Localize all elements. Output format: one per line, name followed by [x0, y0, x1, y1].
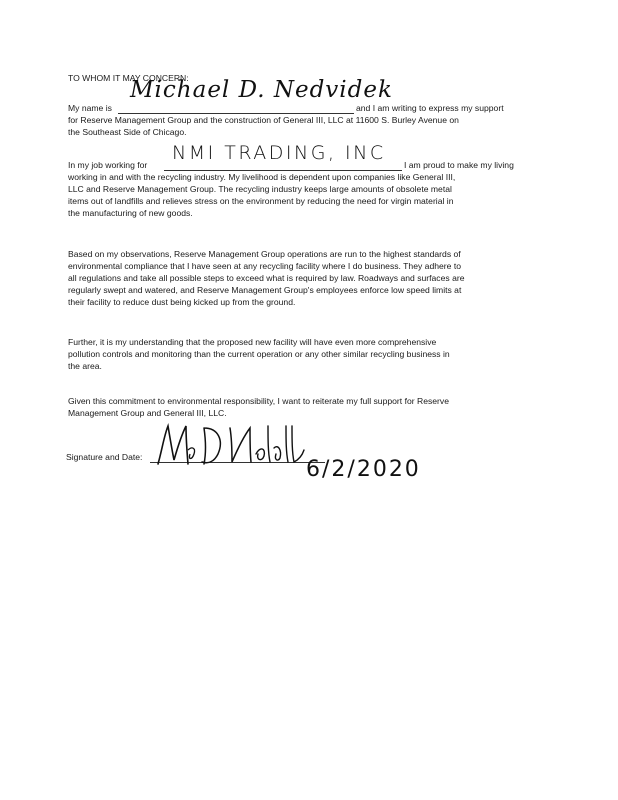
observations-line-5: their facility to reduce dust being kicked up from the ground. [68, 297, 296, 307]
handwritten-name: Michael D. Nedvidek [130, 77, 393, 103]
intro-line-3: the Southeast Side of Chicago. [68, 127, 187, 137]
job-lead: In my job working for [68, 160, 148, 170]
job-line-4: items out of landfills and relieves stress on the environment by reducing the need for virgin material in [68, 196, 454, 206]
commitment-line-1: Given this commitment to environmental responsibility, I want to reiterate my full support for Reserve [68, 396, 449, 406]
handwritten-company: NMI TRADING, INC [172, 142, 386, 164]
handwritten-date: 6/2/2020 [306, 457, 421, 482]
intro-lead: My name is [68, 103, 112, 113]
observations-line-3: all regulations and take all possible steps to exceed what is required by law. Roadways and surfaces are [68, 273, 465, 283]
understanding-line-2: pollution controls and monitoring than the current operation or any other similar recycling business in [68, 349, 450, 359]
job-line-5: the manufacturing of new goods. [68, 208, 193, 218]
job-line-2: working in and with the recycling industry. My livelihood is dependent upon companies like General III, [68, 172, 456, 182]
handwritten-signature [152, 420, 322, 470]
intro-tail: and I am writing to express my support [356, 103, 504, 113]
job-tail: I am proud to make my living [404, 160, 514, 170]
understanding-line-3: the area. [68, 361, 102, 371]
signature-label: Signature and Date: [66, 452, 143, 462]
understanding-line-1: Further, it is my understanding that the proposed new facility will have even more comprehensive [68, 337, 437, 347]
commitment-line-2: Management Group and General III, LLC. [68, 408, 227, 418]
observations-line-1: Based on my observations, Reserve Management Group operations are run to the highest standards of [68, 249, 461, 259]
job-line-3: LLC and Reserve Management Group. The recycling industry keeps large amounts of obsolete metal [68, 184, 452, 194]
observations-line-4: regularly swept and watered, and Reserve Management Group's employees enforce low speed limits at [68, 285, 462, 295]
salutation: TO WHOM IT MAY CONCERN: [68, 73, 189, 83]
intro-line-2: for Reserve Management Group and the construction of General III, LLC at 11600 S. Burley Avenue on [68, 115, 459, 125]
observations-line-2: environmental compliance that I have seen at any recycling facility where I do business. They adhere to [68, 261, 461, 271]
